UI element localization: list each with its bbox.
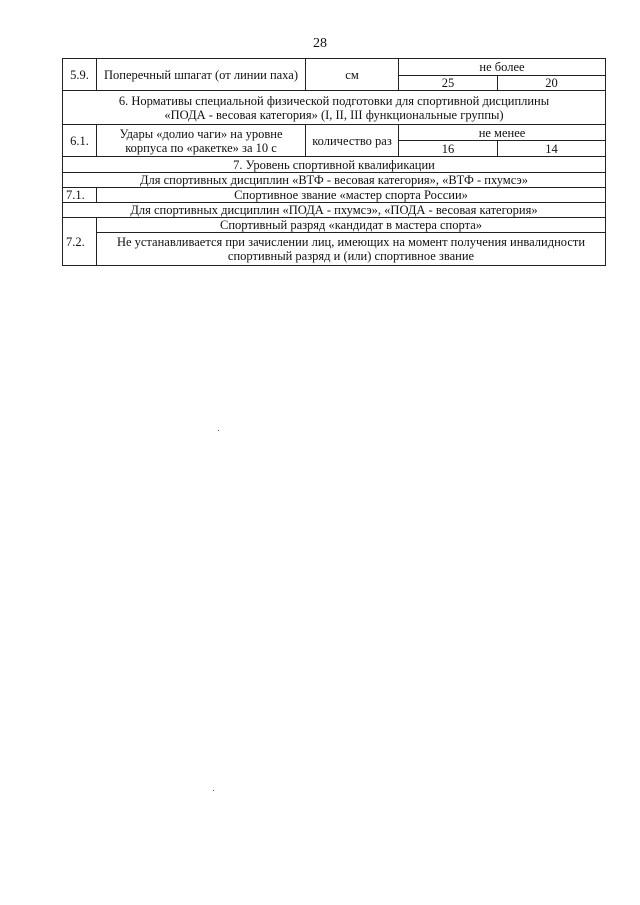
section-6-line2: «ПОДА - весовая категория» (I, II, III функциональные группы) <box>164 107 504 122</box>
page-number: 28 <box>313 36 327 51</box>
row-number: 7.2. <box>63 218 97 266</box>
scan-speck <box>218 430 219 431</box>
section-heading-6 <box>63 91 606 125</box>
unit: количество раз <box>306 125 399 157</box>
row-number: 7.1. <box>63 188 97 203</box>
value: 25 <box>399 76 498 91</box>
exercise-name-line2: корпуса по «ракетке» за 10 с <box>125 140 277 155</box>
value: 16 <box>399 141 498 157</box>
note-line2: спортивный разряд и (или) спортивное звание <box>227 249 475 263</box>
note-line1: Не устанавливается при зачислении лиц, имеющих на момент получения инвалидности <box>116 235 586 249</box>
standards-table <box>62 58 606 266</box>
section-6-line1: 6. Нормативы специальной физической подготовки для спортивной дисциплины <box>118 93 550 108</box>
qualification-text: Спортивное звание «мастер спорта России» <box>97 188 606 203</box>
condition: не более <box>399 59 606 76</box>
disciplines-heading-2: Для спортивных дисциплин «ПОДА - пхумсэ», «ПОДА - весовая категория» <box>63 203 606 218</box>
row-number: 5.9. <box>63 59 97 91</box>
scan-speck <box>213 790 214 791</box>
table-row-6-1 <box>63 125 606 141</box>
table-row-7-2 <box>63 218 606 233</box>
exercise-name: Поперечный шпагат (от линии паха) <box>97 59 306 91</box>
row-number: 6.1. <box>63 125 97 157</box>
table-row-5-9 <box>63 59 606 76</box>
value: 20 <box>498 76 606 91</box>
exercise-name-line1: Удары «долио чаги» на уровне <box>119 126 283 141</box>
disciplines-heading-1: Для спортивных дисциплин «ВТФ - весовая категория», «ВТФ - пхумсэ» <box>63 173 606 188</box>
value: 14 <box>498 141 606 157</box>
unit: см <box>306 59 399 91</box>
section-heading-7: 7. Уровень спортивной квалификации <box>63 157 606 173</box>
condition: не менее <box>399 125 606 141</box>
table-row-7-1 <box>63 188 606 203</box>
qualification-text: Спортивный разряд «кандидат в мастера спорта» <box>97 218 606 233</box>
